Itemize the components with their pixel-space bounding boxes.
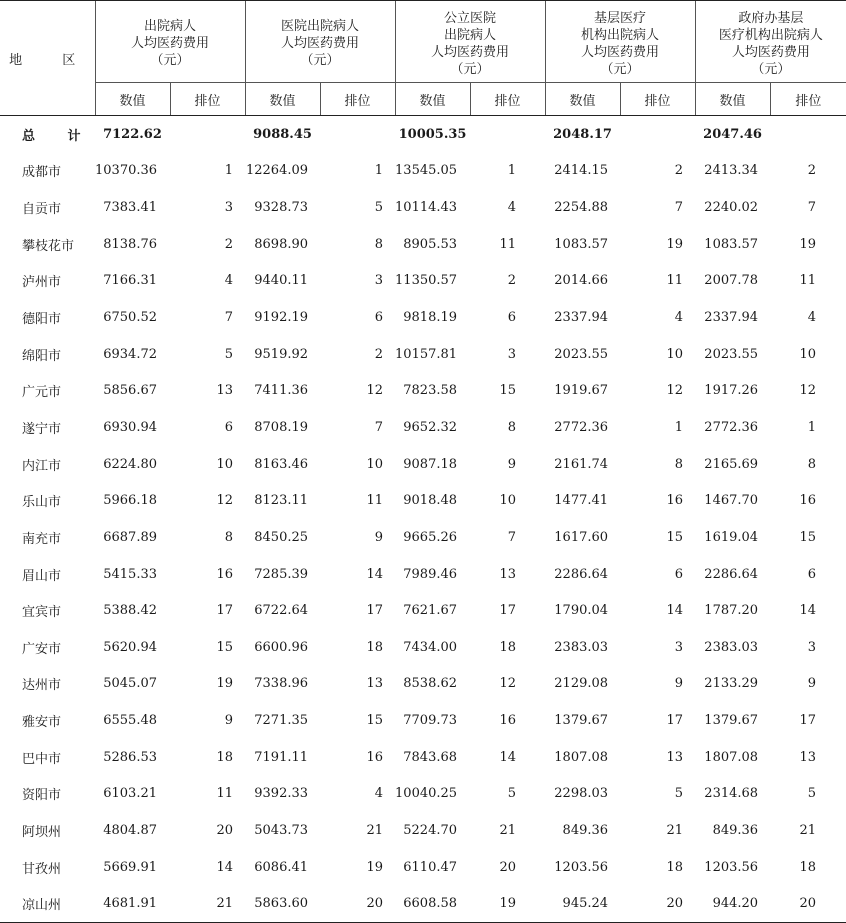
value-header: 数值: [545, 83, 620, 116]
value-cell: 2337.94: [554, 310, 609, 326]
value-cell: 9665.26: [403, 529, 458, 545]
region-name: 资阳市: [22, 788, 62, 804]
rank-cell: 11: [216, 786, 234, 802]
rank-cell: 17: [216, 603, 234, 619]
value-cell: 8905.53: [403, 236, 458, 252]
rank-cell: 1: [374, 163, 384, 179]
value-cell: 8123.11: [254, 493, 309, 509]
value-cell: 1619.04: [704, 529, 759, 545]
total-value: 9088.45: [253, 126, 312, 142]
table-row: [0, 592, 846, 629]
table-row: [0, 336, 846, 373]
rank-cell: 21: [366, 822, 384, 838]
group-header-hospital: 医院出院病人 人均医药费用 （元）: [245, 1, 395, 83]
value-cell: 9328.73: [254, 200, 309, 216]
rank-cell: 2: [224, 236, 234, 252]
rank-cell: 19: [216, 676, 234, 692]
rank-header: 排位: [620, 83, 695, 116]
rank-cell: 6: [674, 566, 684, 582]
rank-cell: 20: [620, 885, 695, 922]
value-cell: 5669.91: [103, 859, 157, 875]
value-cell: 1807.08: [704, 749, 759, 765]
value-cell: 9440.11: [254, 273, 309, 289]
value-cell: 2383.03: [704, 639, 759, 655]
value-cell: 2286.64: [704, 566, 759, 582]
rank-cell: 9: [807, 676, 817, 692]
value-cell: 7411.36: [254, 383, 309, 399]
region-name: 绵阳市: [22, 348, 62, 364]
rank-cell: 15: [666, 529, 684, 545]
value-cell: 8450.25: [254, 529, 309, 545]
value-cell: 2772.36: [554, 419, 609, 435]
rank-cell: 10: [366, 456, 384, 472]
value-cell: 10370.36: [95, 163, 158, 179]
rank-cell: 21: [799, 822, 817, 838]
value-cell: 7191.11: [254, 749, 309, 765]
rank-cell: 1: [807, 419, 817, 435]
value-cell: 7383.41: [103, 200, 157, 216]
rank-cell: 11: [366, 493, 384, 509]
value-cell: 7166.31: [103, 273, 157, 289]
rank-cell: 5: [807, 786, 817, 802]
rank-header: 排位: [320, 83, 395, 116]
rank-cell: 4: [224, 273, 234, 289]
value-cell: 2337.94: [704, 310, 759, 326]
table-row: [0, 299, 846, 336]
region-header: 地 区: [0, 1, 95, 116]
rank-cell: 18: [799, 859, 817, 875]
value-cell: 8163.46: [254, 456, 309, 472]
value-cell: 9087.18: [403, 456, 458, 472]
value-cell: 5415.33: [103, 566, 157, 582]
rank-cell: 5: [674, 786, 684, 802]
region-name: 巴中市: [22, 751, 62, 767]
value-cell: 2314.68: [704, 786, 759, 802]
value-cell: 7709.73: [403, 713, 458, 729]
group-header-public-hospital: 公立医院 出院病人 人均医药费用 （元）: [395, 1, 545, 83]
value-cell: 5388.42: [103, 603, 157, 619]
value-cell: 5043.73: [254, 822, 309, 838]
region-name: 乐山市: [22, 495, 62, 511]
value-cell: 12264.09: [245, 163, 309, 179]
value-cell: 6930.94: [103, 419, 157, 435]
region-name: 眉山市: [22, 568, 62, 584]
rank-cell: 5: [224, 346, 234, 362]
rank-cell: 14: [366, 566, 384, 582]
value-cell: 1807.08: [554, 749, 609, 765]
value-cell: 6687.89: [103, 529, 157, 545]
value-cell: 2240.02: [704, 200, 759, 216]
region-name: 南充市: [22, 531, 62, 547]
rank-cell: 4: [674, 310, 684, 326]
group-header-all-inpatient: 出院病人 人均医药费用 （元）: [95, 1, 245, 83]
table-row: [0, 189, 846, 226]
rank-cell: 18: [666, 859, 684, 875]
value-cell: 9018.48: [403, 493, 458, 509]
rank-cell: 3: [374, 273, 384, 289]
rank-cell: 9: [224, 713, 234, 729]
value-cell: 2254.88: [554, 200, 609, 216]
value-cell: 5224.70: [403, 822, 458, 838]
value-cell: 7843.68: [403, 749, 458, 765]
value-cell: 6110.47: [403, 859, 458, 875]
value-cell: 5286.53: [103, 749, 157, 765]
rank-cell: 8: [224, 529, 234, 545]
total-value: 7122.62: [103, 126, 162, 142]
region-name: 德阳市: [22, 312, 62, 328]
region-name: 泸州市: [22, 275, 62, 291]
value-cell: 2007.78: [704, 273, 759, 289]
rank-cell: 16: [799, 493, 817, 509]
table-body: [0, 116, 846, 923]
rank-cell: 4: [807, 310, 817, 326]
value-cell: 1787.20: [704, 603, 759, 619]
rank-header: 排位: [470, 83, 545, 116]
rank-cell: 18: [499, 639, 517, 655]
region-name: 甘孜州: [22, 861, 62, 877]
value-cell: 1203.56: [704, 859, 759, 875]
rank-cell: 19: [666, 236, 684, 252]
rank-cell: 8: [674, 456, 684, 472]
region-name: 广元市: [22, 385, 62, 401]
value-cell: 5620.94: [103, 639, 157, 655]
region-name: 总 计: [22, 128, 95, 144]
value-cell: 1917.26: [704, 383, 759, 399]
value-cell: 5966.18: [103, 493, 157, 509]
rank-cell: 9: [674, 676, 684, 692]
value-cell: 13545.05: [395, 163, 458, 179]
value-cell: 6224.80: [103, 456, 157, 472]
rank-cell: 14: [499, 749, 517, 765]
value-cell: 6750.52: [103, 310, 157, 326]
rank-cell: 10: [799, 346, 817, 362]
table-row: [0, 519, 846, 556]
region-name: 内江市: [22, 458, 62, 474]
rank-cell: 17: [799, 713, 817, 729]
value-cell: 11350.57: [395, 273, 458, 289]
rank-cell: 4: [374, 786, 384, 802]
value-cell: 4681.91: [95, 885, 170, 922]
value-cell: 2286.64: [554, 566, 609, 582]
value-cell: 6086.41: [254, 859, 309, 875]
value-cell: 2414.15: [554, 163, 609, 179]
table-row: [0, 372, 846, 409]
rank-cell: 4: [507, 200, 517, 216]
value-cell: 2383.03: [554, 639, 609, 655]
rank-cell: 7: [374, 419, 384, 435]
rank-cell: 20: [770, 885, 846, 922]
rank-cell: 15: [366, 713, 384, 729]
value-cell: 5863.60: [245, 885, 320, 922]
value-cell: 6555.48: [103, 713, 157, 729]
value-cell: 6600.96: [254, 639, 309, 655]
rank-cell: 18: [216, 749, 234, 765]
rank-cell: 14: [216, 859, 234, 875]
rank-cell: 15: [216, 639, 234, 655]
rank-cell: 2: [807, 163, 817, 179]
rank-cell: 8: [807, 456, 817, 472]
rank-cell: 3: [807, 639, 817, 655]
rank-cell: 2: [374, 346, 384, 362]
rank-cell: 16: [216, 566, 234, 582]
rank-cell: 21: [170, 885, 245, 922]
value-cell: 2023.55: [704, 346, 759, 362]
rank-cell: 3: [674, 639, 684, 655]
value-cell: 9392.33: [254, 786, 309, 802]
rank-cell: 19: [366, 859, 384, 875]
group-header-primary-care: 基层医疗 机构出院病人 人均医药费用 （元）: [545, 1, 695, 83]
rank-cell: 12: [216, 493, 234, 509]
rank-cell: 1: [224, 163, 234, 179]
value-cell: 2133.29: [704, 676, 759, 692]
value-cell: 10040.25: [395, 786, 458, 802]
rank-cell: 6: [507, 310, 517, 326]
rank-cell: 9: [507, 456, 517, 472]
value-cell: 1919.67: [554, 383, 609, 399]
value-cell: 2014.66: [554, 273, 609, 289]
rank-cell: 1: [674, 419, 684, 435]
table-row: [0, 702, 846, 739]
value-cell: 2165.69: [704, 456, 759, 472]
rank-cell: 21: [499, 822, 517, 838]
value-cell: 849.36: [712, 822, 759, 838]
table-row: [0, 446, 846, 483]
value-cell: 8698.90: [254, 236, 309, 252]
value-header: 数值: [695, 83, 770, 116]
rank-cell: 7: [674, 200, 684, 216]
rank-cell: 5: [507, 786, 517, 802]
value-cell: 7823.58: [403, 383, 458, 399]
rank-cell: 13: [366, 676, 384, 692]
value-cell: 944.20: [695, 885, 770, 922]
value-cell: 1379.67: [554, 713, 609, 729]
region-name: 雅安市: [22, 715, 62, 731]
region-name: 宜宾市: [22, 605, 62, 621]
value-cell: 7621.67: [403, 603, 458, 619]
value-cell: 10157.81: [395, 346, 458, 362]
value-header: 数值: [95, 83, 170, 116]
value-cell: 1379.67: [704, 713, 759, 729]
value-cell: 945.24: [545, 885, 620, 922]
value-cell: 8538.62: [403, 676, 458, 692]
rank-cell: 15: [499, 383, 517, 399]
table-row: [0, 812, 846, 849]
value-cell: 2298.03: [554, 786, 609, 802]
value-cell: 6722.64: [254, 603, 309, 619]
value-cell: 9519.92: [254, 346, 309, 362]
region-name: 攀枝花市: [22, 238, 75, 254]
rank-cell: 11: [799, 273, 817, 289]
rank-cell: 10: [499, 493, 517, 509]
rank-cell: 14: [799, 603, 817, 619]
value-cell: 1083.57: [704, 236, 759, 252]
rank-cell: 17: [666, 713, 684, 729]
value-cell: 2772.36: [704, 419, 759, 435]
value-cell: 10114.43: [395, 200, 458, 216]
rank-cell: 19: [799, 236, 817, 252]
rank-cell: 12: [666, 383, 684, 399]
rank-cell: 7: [807, 200, 817, 216]
region-name: 广安市: [22, 641, 62, 657]
value-cell: 2161.74: [554, 456, 609, 472]
value-cell: 8138.76: [103, 236, 157, 252]
value-header: 数值: [245, 83, 320, 116]
rank-cell: 6: [224, 419, 234, 435]
value-cell: 849.36: [562, 822, 609, 838]
rank-cell: 7: [507, 529, 517, 545]
value-cell: 6934.72: [103, 346, 157, 362]
rank-header: 排位: [770, 83, 846, 116]
table-row: [0, 629, 846, 666]
rank-cell: 9: [374, 529, 384, 545]
table-row: [0, 153, 846, 190]
value-cell: 9818.19: [403, 310, 458, 326]
rank-cell: 10: [666, 346, 684, 362]
rank-cell: 16: [666, 493, 684, 509]
region-name: 自贡市: [22, 202, 62, 218]
rank-cell: 17: [499, 603, 517, 619]
rank-cell: 11: [666, 273, 684, 289]
value-cell: 7285.39: [254, 566, 309, 582]
value-cell: 2413.34: [704, 163, 759, 179]
table-row: [0, 739, 846, 776]
rank-cell: 5: [374, 200, 384, 216]
rank-cell: 20: [499, 859, 517, 875]
total-row: [0, 116, 846, 153]
rank-cell: 7: [224, 310, 234, 326]
region-name: 阿坝州: [22, 824, 62, 840]
value-cell: 4804.87: [103, 822, 157, 838]
rank-cell: 20: [216, 822, 234, 838]
region-name: 达州市: [22, 678, 62, 694]
rank-cell: 8: [507, 419, 517, 435]
region-name: 遂宁市: [22, 421, 62, 437]
rank-cell: 6: [374, 310, 384, 326]
table-row: [0, 482, 846, 519]
value-cell: 1467.70: [704, 493, 759, 509]
table-row: [0, 263, 846, 300]
table-row: [0, 885, 846, 922]
rank-cell: 12: [799, 383, 817, 399]
rank-cell: 18: [366, 639, 384, 655]
rank-cell: 13: [666, 749, 684, 765]
value-header: 数值: [395, 83, 470, 116]
region-name: 成都市: [22, 165, 62, 181]
table-row: [0, 409, 846, 446]
value-cell: 7989.46: [403, 566, 458, 582]
rank-cell: 20: [320, 885, 395, 922]
value-cell: 7271.35: [254, 713, 309, 729]
value-cell: 6608.58: [395, 885, 470, 922]
value-cell: 2023.55: [554, 346, 609, 362]
rank-cell: 1: [507, 163, 517, 179]
table-row: [0, 849, 846, 886]
table-row: [0, 776, 846, 813]
region-name: 凉山州: [0, 885, 95, 922]
value-cell: 9652.32: [403, 419, 458, 435]
value-cell: 7434.00: [403, 639, 458, 655]
rank-cell: 17: [366, 603, 384, 619]
value-cell: 6103.21: [103, 786, 157, 802]
value-cell: 1790.04: [554, 603, 609, 619]
rank-cell: 12: [366, 383, 384, 399]
rank-header: 排位: [170, 83, 245, 116]
total-value: 10005.35: [398, 126, 467, 142]
value-cell: 7338.96: [254, 676, 309, 692]
value-cell: 1203.56: [554, 859, 609, 875]
rank-cell: 8: [374, 236, 384, 252]
value-cell: 9192.19: [254, 310, 309, 326]
rank-cell: 19: [470, 885, 545, 922]
rank-cell: 2: [674, 163, 684, 179]
total-value: 2047.46: [703, 126, 762, 142]
rank-cell: 3: [507, 346, 517, 362]
total-value: 2048.17: [553, 126, 612, 142]
rank-cell: 10: [216, 456, 234, 472]
value-cell: 1083.57: [554, 236, 609, 252]
group-header-gov-primary-care: 政府办基层 医疗机构出院病人 人均医药费用 （元）: [695, 1, 846, 83]
value-cell: 1477.41: [554, 493, 609, 509]
table-row: [0, 226, 846, 263]
value-cell: 8708.19: [254, 419, 309, 435]
rank-cell: 3: [224, 200, 234, 216]
table-row: [0, 666, 846, 703]
rank-cell: 6: [807, 566, 817, 582]
value-cell: 1617.60: [554, 529, 609, 545]
rank-cell: 16: [366, 749, 384, 765]
table-row: [0, 556, 846, 593]
rank-cell: 11: [499, 236, 517, 252]
rank-cell: 13: [216, 383, 234, 399]
value-cell: 2129.08: [554, 676, 609, 692]
value-cell: 5045.07: [103, 676, 157, 692]
rank-cell: 13: [799, 749, 817, 765]
value-cell: 5856.67: [103, 383, 157, 399]
rank-cell: 12: [499, 676, 517, 692]
rank-cell: 14: [666, 603, 684, 619]
rank-cell: 16: [499, 713, 517, 729]
rank-cell: 2: [507, 273, 517, 289]
rank-cell: 13: [499, 566, 517, 582]
rank-cell: 15: [799, 529, 817, 545]
rank-cell: 21: [666, 822, 684, 838]
